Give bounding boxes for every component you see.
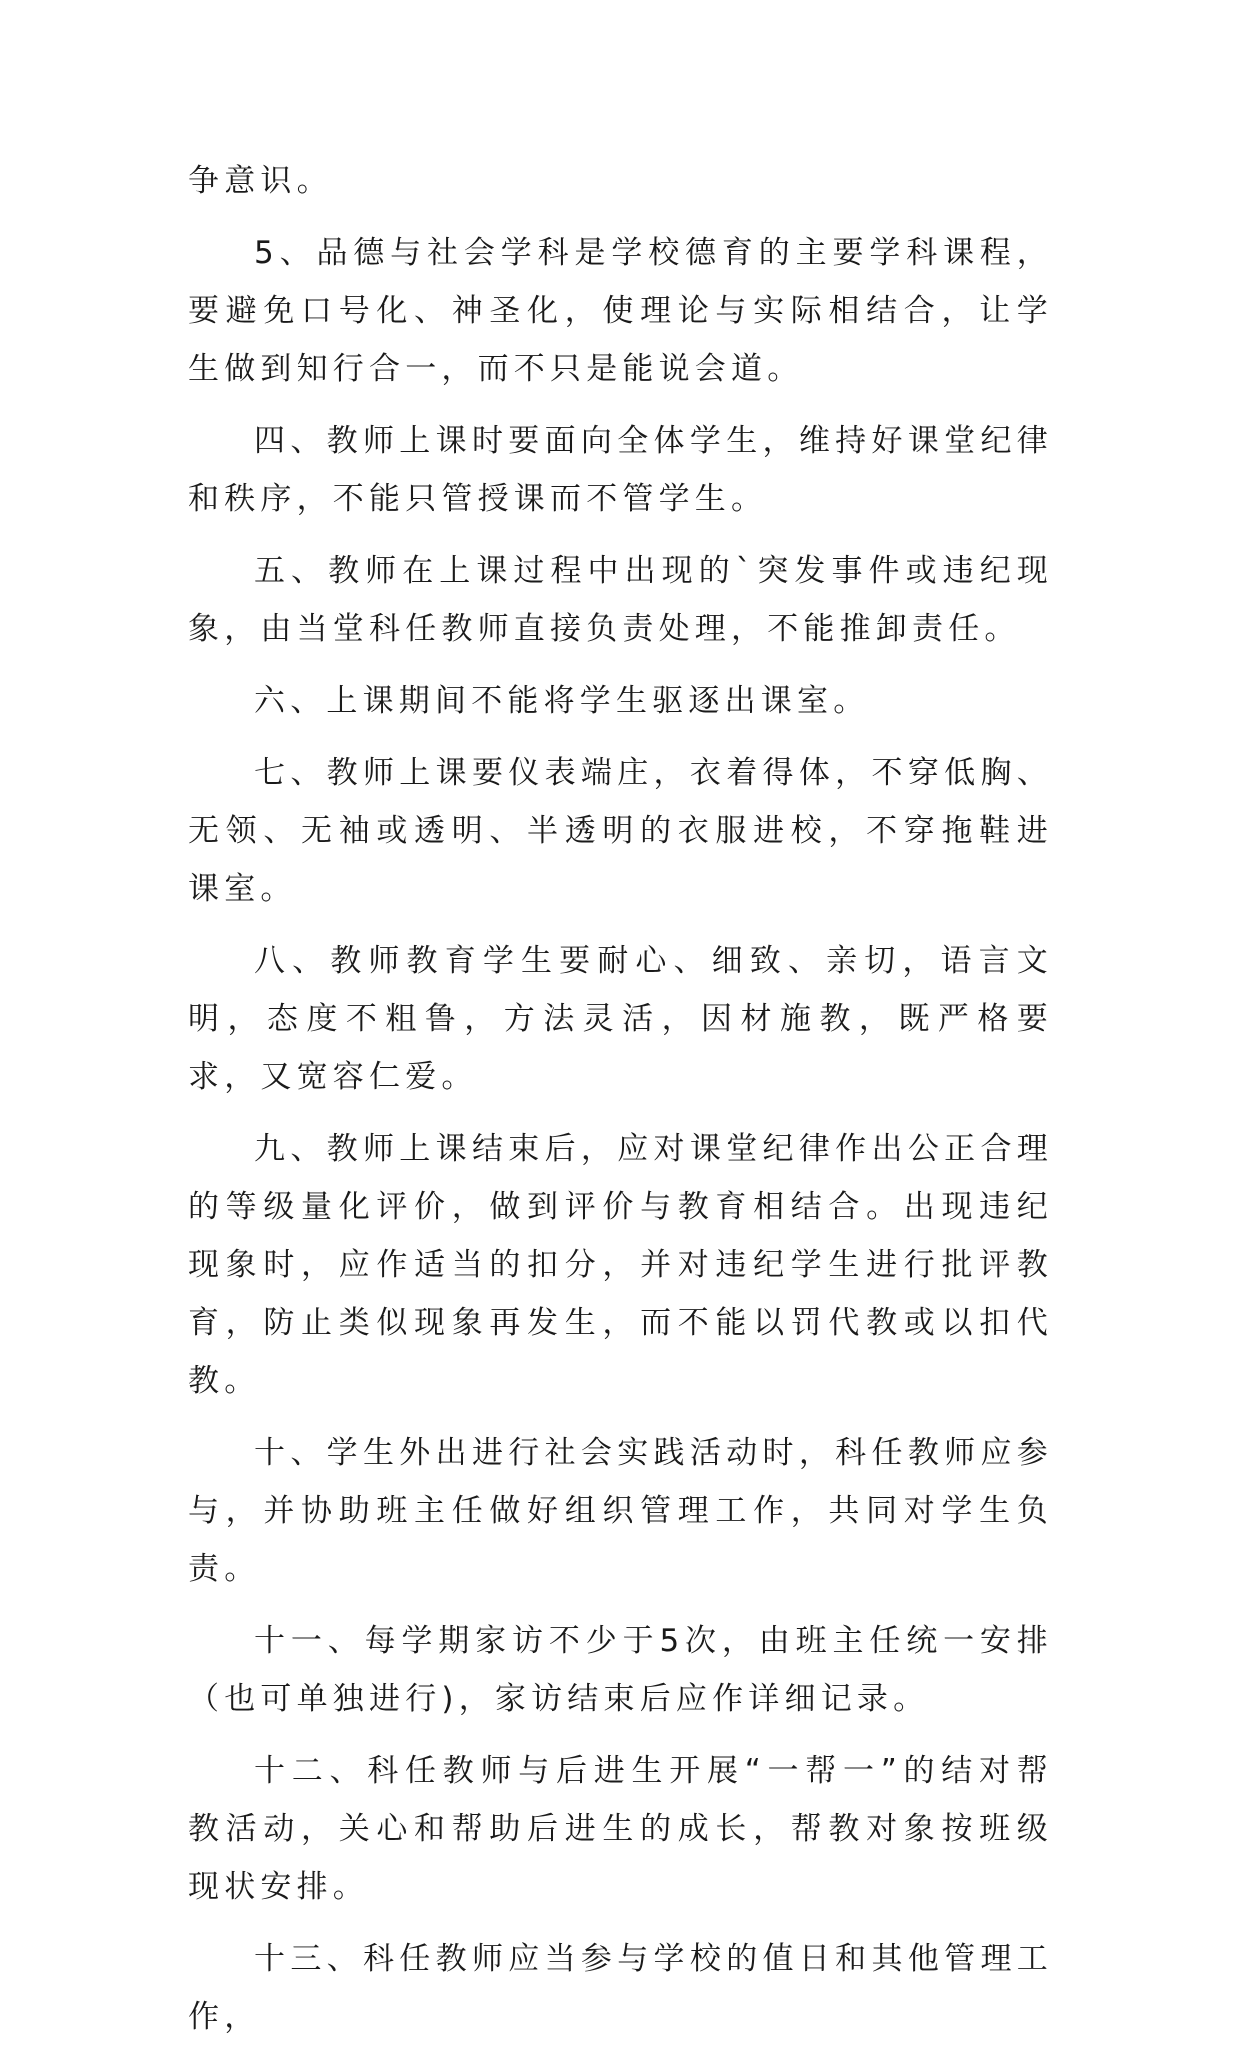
paragraph-4: 五、教师在上课过程中出现的`突发事件或违纪现象，由当堂科任教师直接负责处理，不能推卸责任。 [188,553,1053,647]
paragraph-7: 八、教师教育学生要耐心、细致、亲切，语言文明，态度不粗鲁，方法灵活，因材施教，既严格要求，又宽容仁爱。 [188,943,1053,1095]
document-page [188,152,1053,2060]
paragraph-2: 5、品德与社会学科是学校德育的主要学科课程，要避免口号化、神圣化，使理论与实际相结合，让学生做到知行合一，而不只是能说会道。 [188,235,1053,387]
paragraph-11: 十二、科任教师与后进生开展“一帮一”的结对帮教活动，关心和帮助后进生的成长，帮教对象按班级现状安排。 [188,1753,1053,1905]
paragraph-3: 四、教师上课时要面向全体学生，维持好课堂纪律和秩序，不能只管授课而不管学生。 [188,423,1053,517]
paragraph-6: 七、教师上课要仪表端庄，衣着得体，不穿低胸、无领、无袖或透明、半透明的衣服进校，不穿拖鞋进课室。 [188,755,1053,907]
paragraph-1: 争意识。 [188,163,333,199]
paragraph-9: 十、学生外出进行社会实践活动时，科任教师应参与，并协助班主任做好组织管理工作，共同对学生负责。 [188,1435,1053,1587]
paragraph-12: 十三、科任教师应当参与学校的值日和其他管理工作， [188,1941,1053,2035]
paragraph-5: 六、上课期间不能将学生驱逐出课室。 [254,683,870,719]
paragraph-8: 九、教师上课结束后，应对课堂纪律作出公正合理的等级量化评价，做到评价与教育相结合。出现违纪现象时，应作适当的扣分，并对违纪学生进行批评教育，防止类似现象再发生，而不能以罚代教或以扣代教。 [188,1131,1053,1399]
paragraph-10: 十一、每学期家访不少于5次，由班主任统一安排（也可单独进行)，家访结束后应作详细记录。 [188,1623,1053,1717]
